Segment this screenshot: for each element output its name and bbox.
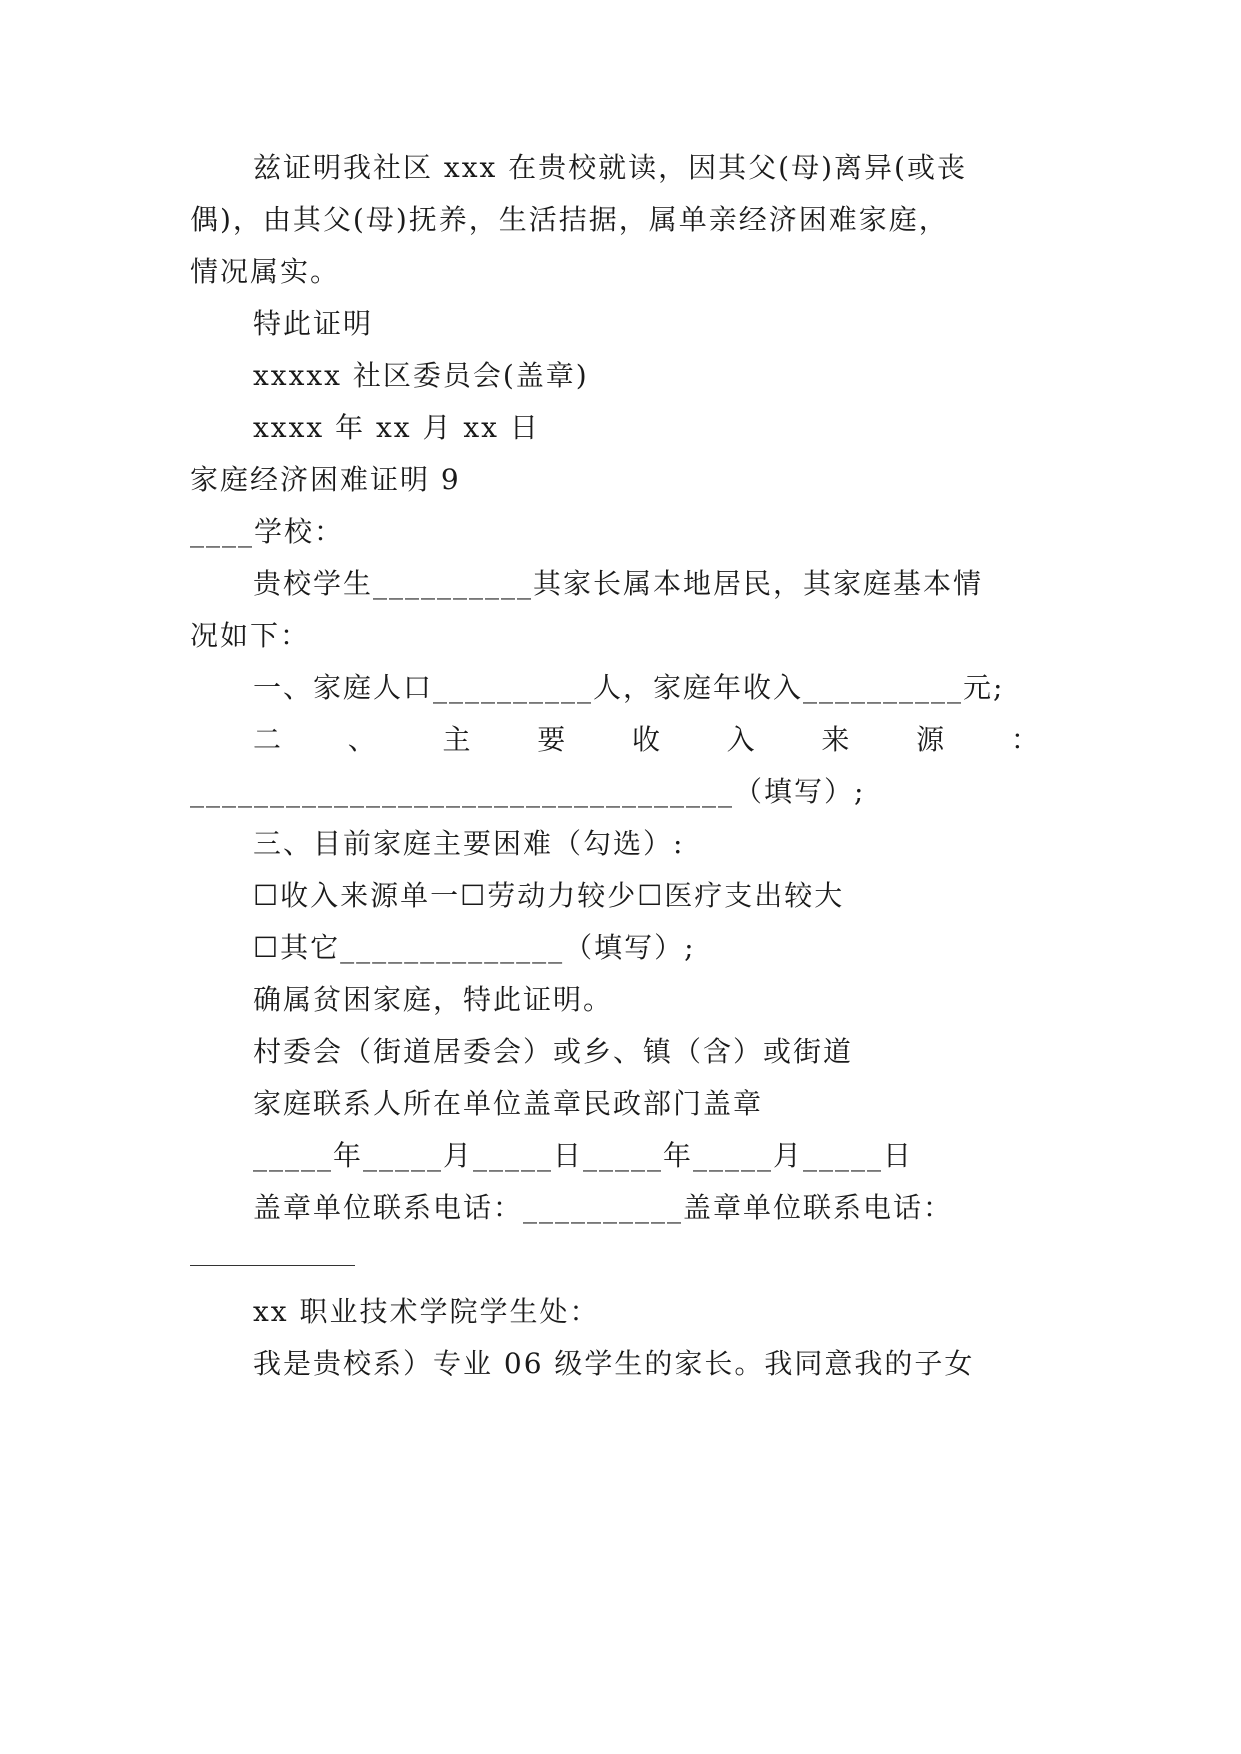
paragraph-line: 情况属实。 — [190, 255, 341, 288]
heading-char: 来 — [821, 723, 852, 756]
paragraph-line: 兹证明我社区 xxx 在贵校就读，因其父(母)离异(或丧 — [253, 151, 967, 184]
addressee-line: xx 职业技术学院学生处： — [253, 1295, 600, 1328]
checkbox-options: ☐收入来源单一☐劳动力较少☐医疗支出较大 — [253, 879, 845, 912]
blank-underline — [190, 1265, 355, 1266]
item-line: 一、家庭人口__________人，家庭年收入__________元; — [253, 671, 1005, 704]
date-line: xxxx 年 xx 月 xx 日 — [253, 411, 540, 444]
heading-char: 主 — [442, 723, 473, 756]
document-title: 家庭经济困难证明 9 — [190, 463, 461, 496]
heading-char: 二 — [253, 723, 284, 756]
heading-char: 收 — [631, 723, 662, 756]
paragraph-line: 偶)，由其父(母)抚养，生活拮据，属单亲经济困难家庭， — [190, 203, 949, 236]
paragraph-line: 况如下： — [190, 619, 311, 652]
confirmation-line: 确属贫困家庭，特此证明。 — [253, 983, 614, 1016]
paragraph-line: 我是贵校系）专业 06 级学生的家长。我同意我的子女 — [253, 1347, 975, 1380]
issuer-line: xxxxx 社区委员会(盖章) — [253, 359, 589, 392]
heading-char: ： — [1010, 723, 1041, 756]
addressee-line: ____学校： — [190, 515, 345, 548]
income-source-heading — [253, 720, 1041, 760]
heading-char: 源 — [916, 723, 947, 756]
item-line: 三、目前家庭主要困难（勾选）: — [253, 827, 685, 860]
closing-phrase: 特此证明 — [253, 307, 374, 340]
heading-char: 、 — [347, 723, 378, 756]
organization-line: 村委会（街道居委会）或乡、镇（含）或街道 — [253, 1035, 854, 1068]
fill-in-line: __________________________________（填写）; — [190, 775, 866, 808]
organization-line: 家庭联系人所在单位盖章民政部门盖章 — [253, 1087, 764, 1120]
heading-char: 入 — [726, 723, 757, 756]
paragraph-line: 贵校学生__________其家长属本地居民，其家庭基本情 — [253, 567, 984, 600]
checkbox-other: ☐其它______________（填写）; — [253, 931, 696, 964]
heading-char: 要 — [537, 723, 568, 756]
phone-line: 盖章单位联系电话：__________盖章单位联系电话： — [253, 1191, 954, 1224]
date-fields-line: _____年_____月_____日_____年_____月_____日 — [253, 1139, 914, 1172]
